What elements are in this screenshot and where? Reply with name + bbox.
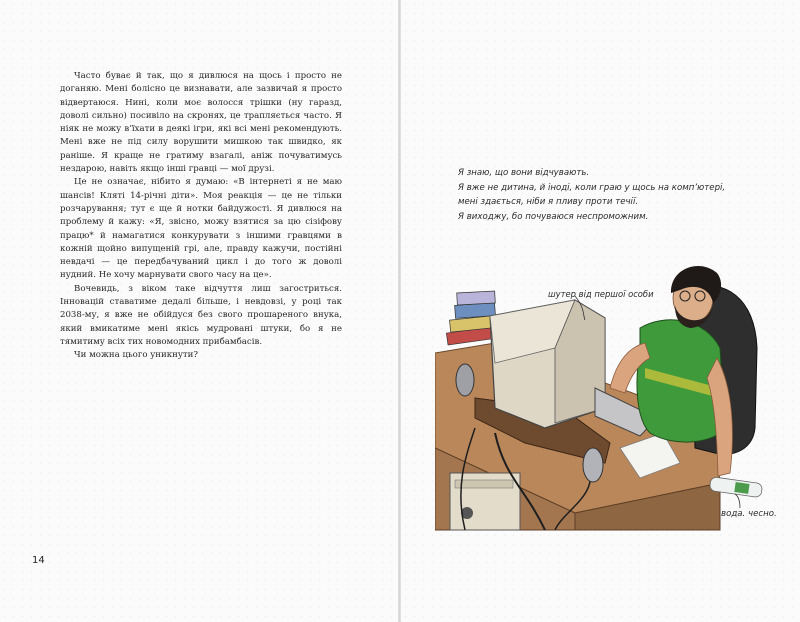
body-text bbox=[60, 70, 342, 363]
paragraph-2: Це не означає, нібито я думаю: «В інтернеті я не маю шансів! Кляті 14-річні діти». Моя реакція — це не тільки розчарування; тут є ще й нотки байдужості. Я дивлюся на проблему й кажу: «Я, звісно, можу взятися за цю сізіфову працю* й намагатися конкурувати з іншими гравцями в кожній щойно випущеній грі, але, правду кажучи, постійні невдачі — це передбачуваний цикл і до того ж доволі нудний. Не хочу марнувати свого часу на це». bbox=[60, 177, 342, 281]
paragraph-4: Чи можна цього уникнути? bbox=[74, 350, 198, 361]
left-page bbox=[0, 0, 398, 622]
gamer-illustration bbox=[435, 258, 780, 533]
page-number: 14 bbox=[32, 555, 45, 566]
water-label: вода. чесно. bbox=[721, 509, 777, 519]
caption-line: Я вже не дитина, й іноді, коли граю у щось на комп’ютері, bbox=[458, 182, 726, 193]
caption-line: Я знаю, що вони відчувають. bbox=[458, 168, 590, 178]
handwritten-caption bbox=[458, 166, 778, 224]
speaker-left bbox=[456, 364, 474, 396]
paragraph-1: Часто буває й так, що я дивлюся на щось і просто не доганяю. Мені болісно це визнавати, але зазвичай я просто відвертаюся. Нині, коли моє волосся трішки (ну гаразд, доволі сильно) посивіло на скронях, це трапляється часто. Я ніяк не можу в’їхати в деякі ігри, які всі мені рекомендують. Мені вже не під силу ворушити мишкою так швидко, як раніше. Я краще не гратиму взагалі, аніж почуватимусь нездарою, навіть якщо інші гравці — мої друзі. bbox=[60, 71, 342, 175]
speaker-right bbox=[583, 448, 603, 482]
caption-line: мені здається, ніби я пливу проти течії. bbox=[458, 197, 639, 208]
caption-line: Я виходжу, бо почуваюся неспроможним. bbox=[458, 211, 649, 222]
shooter-label: шутер від першої особи bbox=[548, 289, 654, 299]
paragraph-3: Вочевидь, з віком таке відчуття лиш загостриться. Інновацій ставатиме дедалі більше, і невдовзі, у році так 2038-му, я вже не обійдуся без свого прошареного внука, який вмикатиме мені якісь мудровані штуки, бо я не тямитиму всіх тих новомодних прибамбасів. bbox=[60, 283, 342, 347]
